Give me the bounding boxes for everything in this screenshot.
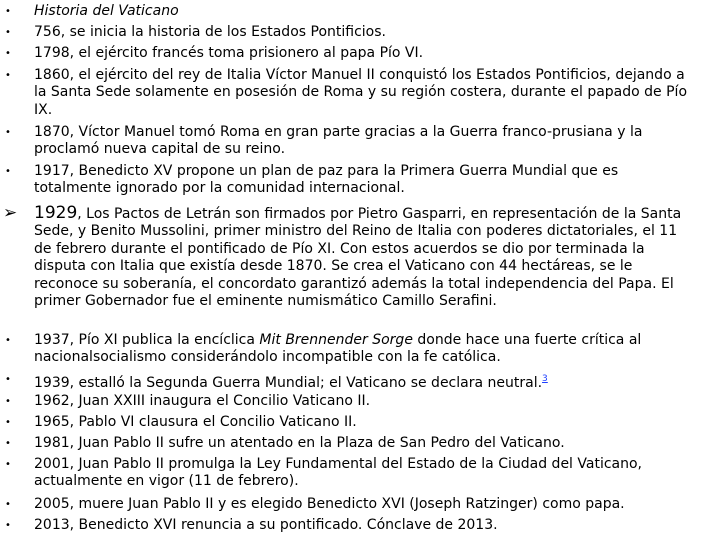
item-text: 2013, Benedicto XVI renuncia a su pontificado. Cónclave de 2013.	[34, 517, 498, 533]
item-text: 1870, Víctor Manuel tomó Roma en gran parte gracias a la Guerra franco-prusiana y la proclamó nueva capital de su reino.	[34, 124, 643, 158]
item-text: 1962, Juan XXIII inaugura el Concilio Vaticano II.	[34, 393, 371, 409]
bullet-icon: •	[5, 27, 11, 38]
list-item	[5, 124, 694, 159]
item-text: 2005, muere Juan Pablo II y es elegido Benedicto XVI (Joseph Ratzinger) como papa.	[34, 496, 625, 512]
list-item	[5, 393, 694, 410]
item-text: 1981, Juan Pablo II sufre un atentado en la Plaza de San Pedro del Vaticano.	[34, 435, 565, 451]
list-item	[5, 371, 694, 392]
list-item	[5, 24, 694, 41]
list-item	[5, 163, 694, 198]
footnote-link[interactable]: 3	[542, 374, 548, 384]
highlight-text: , Los Pactos de Letrán son firmados por Pietro Gasparri, en representación de la Santa Sede, y Benito Mussolini, primer ministro del Reino de Italia con poderes dictatoriales, el 11 de febrero durante el pontificado de Pío XI. Con estos acuerdos se dio por terminada la disputa con Italia que existía desde 1870. Se crea el Vaticano con 44 hectáreas, se le reconoce su soberanía, el concordato garantizó además la total independencia del Papa. El primer Gobernador fue el eminente numismático Camillo Serafini.	[34, 206, 682, 310]
item-text: 1965, Pablo VI clausura el Concilio Vaticano II.	[34, 414, 357, 430]
list-item	[5, 332, 694, 367]
item-text-before: 1937, Pío XI publica la encíclica	[34, 332, 260, 348]
bullet-icon: •	[5, 6, 11, 17]
highlight-year: 1929	[34, 203, 78, 223]
bullet-icon: •	[5, 499, 11, 510]
item-text: 756, se inicia la historia de los Estados Pontificios.	[34, 24, 386, 40]
bullet-icon: •	[5, 520, 11, 531]
list-item	[5, 456, 694, 491]
encyclical-title: Mit Brennender Sorge	[259, 332, 413, 348]
bullet-icon: •	[5, 335, 11, 346]
list-item	[5, 435, 694, 452]
list-item	[5, 45, 694, 62]
item-text: 2001, Juan Pablo II promulga la Ley Fundamental del Estado de la Ciudad del Vaticano, actualmente en vigor (11 de febrero).	[34, 456, 643, 490]
list-item	[5, 496, 694, 513]
bullet-icon: •	[5, 48, 11, 59]
bullet-icon: •	[5, 127, 11, 138]
list-item	[5, 517, 694, 534]
bullet-icon: •	[5, 374, 11, 385]
list-item	[5, 414, 694, 431]
item-text: 1917, Benedicto XV propone un plan de paz para la Primera Guerra Mundial que es totalmente ignorado por la comunidad internacional.	[34, 163, 619, 197]
bullet-icon: •	[5, 417, 11, 428]
arrow-bullet-icon: ➢	[3, 203, 18, 223]
item-text-after: donde hace una fuerte crítica al nacionalsocialismo considerándolo incompatible con la fe católica.	[34, 332, 642, 366]
bullet-icon: •	[5, 459, 11, 470]
highlight-item	[34, 205, 694, 310]
bullet-icon: •	[5, 166, 11, 177]
bullet-icon: •	[5, 70, 11, 81]
item-text: 1798, el ejército francés toma prisionero al papa Pío VI.	[34, 45, 424, 61]
list-item	[5, 3, 694, 20]
item-text: 1860, el ejército del rey de Italia Víctor Manuel II conquistó los Estados Pontificios, dejando a la Santa Sede solamente en posesión de Roma y su región costera, durante el papado de Pío IX.	[34, 67, 688, 118]
slide-heading: Historia del Vaticano	[34, 3, 179, 19]
item-text: 1939, estalló la Segunda Guerra Mundial; el Vaticano se declara neutral.	[34, 375, 543, 391]
list-item	[5, 67, 694, 119]
bullet-icon: •	[5, 438, 11, 449]
bullet-icon: •	[5, 396, 11, 407]
